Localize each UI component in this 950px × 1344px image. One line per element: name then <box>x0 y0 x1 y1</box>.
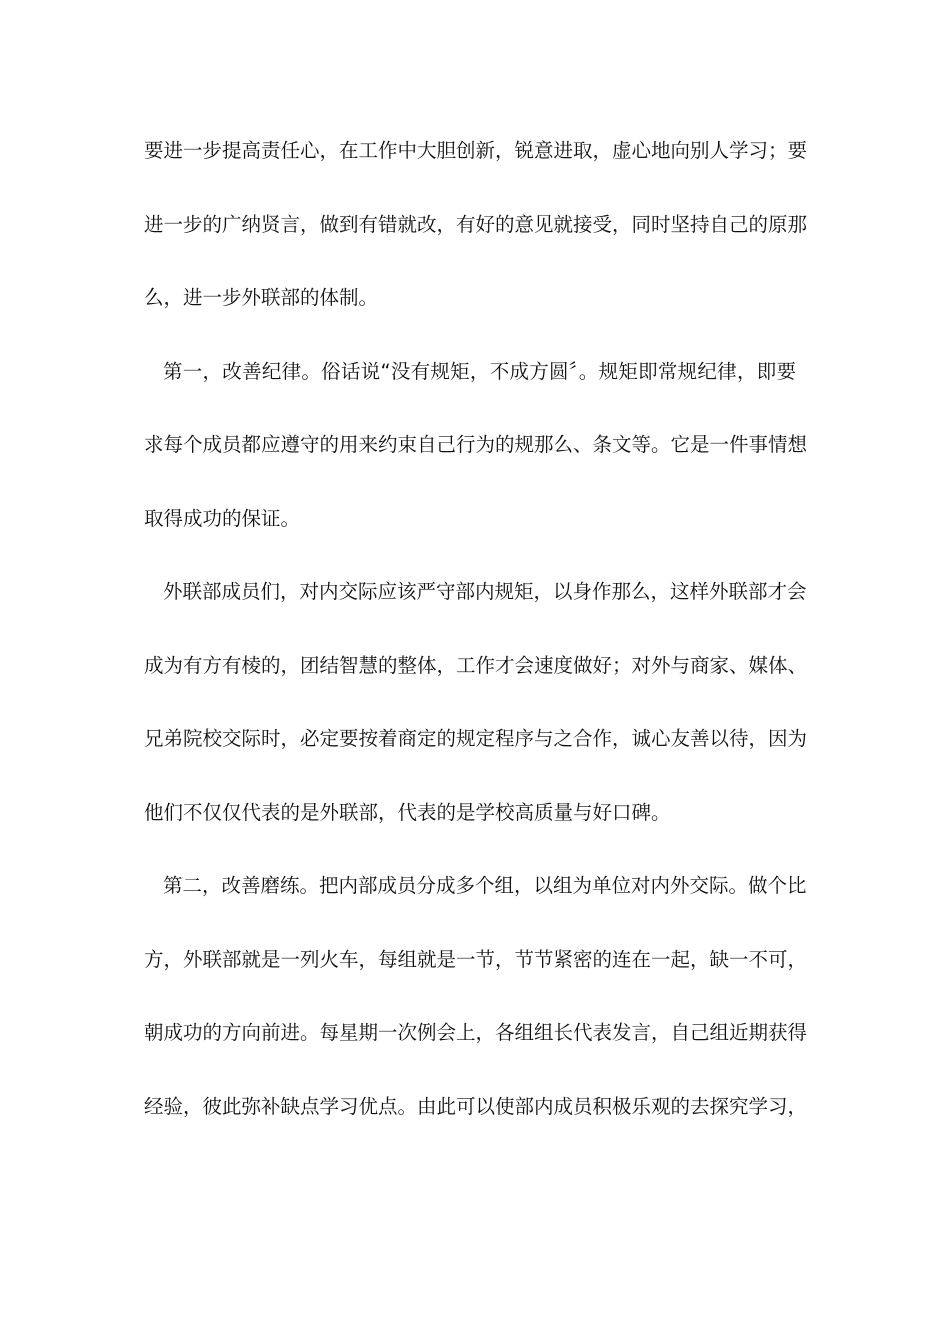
text-line: 求每个成员都应遵守的用来约束自己行为的规那么、条文等。它是一件事情想 <box>144 433 808 456</box>
body-text <box>144 130 808 1159</box>
text-line: 进一步的广纳贤言，做到有错就改，有好的意见就接受，同时坚持自己的原那 <box>144 212 808 236</box>
text-line: 方，外联部就是一列火车，每组就是一节，节节紧密的连在一起，缺一不可， <box>144 947 808 971</box>
text-line: 么，进一步外联部的体制。 <box>144 286 379 309</box>
paragraph-first-line: 第二，改善磨练。把内部成员分成多个组，以组为单位对内外交际。做个比 <box>163 874 807 897</box>
text-line: 他们不仅仅代表的是外联部，代表的是学校高质量与好口碑。 <box>144 800 671 824</box>
text-line: 取得成功的保证。 <box>144 506 301 530</box>
text-line: 兄弟院校交际时，必定要按着商定的规定程序与之合作，诚心友善以待，因为 <box>144 727 808 750</box>
paragraph-first-line: 外联部成员们，对内交际应该严守部内规矩，以身作那么，这样外联部才会 <box>163 580 807 603</box>
text-line: 经验，彼此弥补缺点学习优点。由此可以使部内成员积极乐观的去探究学习， <box>144 1094 808 1118</box>
text-line: 成为有方有棱的，团结智慧的整体，工作才会速度做好；对外与商家、媒体、 <box>144 653 808 677</box>
text-line: 朝成功的方向前进。每星期一次例会上，各组组长代表发言，自己组近期获得 <box>144 1021 808 1044</box>
paragraph-first-line: 第一，改善纪律。俗话说“没有规矩，不成方圆〞。规矩即常规纪律，即要 <box>163 359 796 383</box>
text-line: 要进一步提高责任心，在工作中大胆创新，锐意进取，虚心地向别人学习；要 <box>144 139 808 162</box>
